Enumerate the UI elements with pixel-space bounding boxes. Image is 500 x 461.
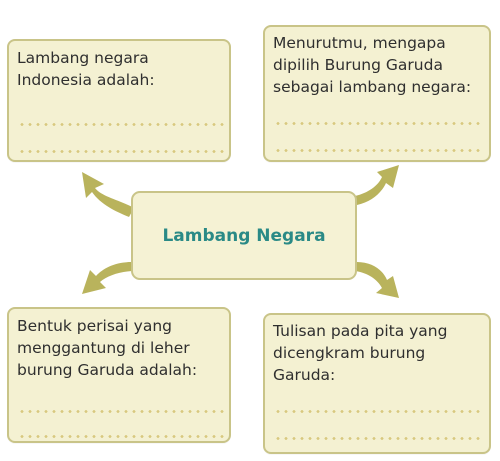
question-text: Bentuk perisai yang menggantung di leher burung Garuda adalah: bbox=[17, 317, 198, 379]
question-text: Menurutmu, mengapa dipilih Burung Garuda sebagai lambang negara: bbox=[273, 34, 472, 96]
answer-line[interactable] bbox=[274, 122, 482, 125]
question-text: Tulisan pada pita yang dicengkram burung Garuda: bbox=[273, 322, 448, 384]
answer-line[interactable] bbox=[18, 150, 224, 153]
question-box-bottom-left bbox=[7, 307, 231, 443]
arrow-bottom-left bbox=[82, 262, 132, 294]
central-concept-box bbox=[131, 191, 357, 280]
arrow-bottom-right bbox=[355, 262, 399, 298]
answer-line[interactable] bbox=[18, 435, 224, 438]
answer-line[interactable] bbox=[18, 410, 224, 413]
question-text: Lambang negara Indonesia adalah: bbox=[17, 49, 155, 89]
central-concept-title: Lambang Negara bbox=[162, 225, 326, 246]
answer-line[interactable] bbox=[274, 410, 482, 413]
question-box-bottom-right bbox=[263, 313, 491, 454]
answer-line[interactable] bbox=[274, 437, 482, 440]
question-box-top-left bbox=[7, 39, 231, 162]
answer-line[interactable] bbox=[274, 149, 482, 152]
answer-line[interactable] bbox=[18, 123, 224, 126]
arrow-top-right bbox=[355, 165, 399, 205]
arrow-top-left bbox=[82, 172, 134, 217]
question-box-top-right bbox=[263, 25, 491, 162]
